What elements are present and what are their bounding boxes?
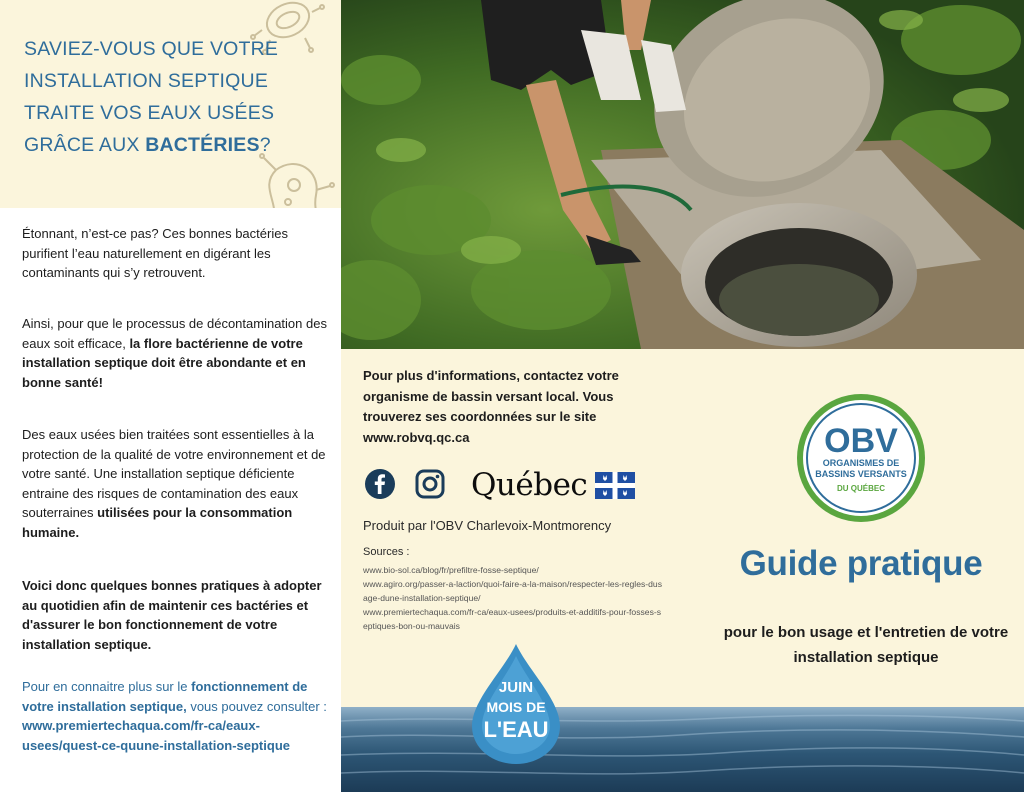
sources-title: Sources : xyxy=(363,546,410,558)
obv-logo xyxy=(795,392,927,524)
photo-illustration xyxy=(341,0,1024,349)
left-headline xyxy=(24,33,284,161)
mois-logo-line-2: MOIS DE xyxy=(486,699,546,715)
mois-logo-line-3: L'EAU xyxy=(483,717,549,742)
more-info-plain-2: vous pouvez consulter : xyxy=(186,698,327,714)
mois-de-leau-logo xyxy=(468,642,564,766)
quebec-flag-icon xyxy=(595,472,635,499)
mois-logo-line-1: JUIN xyxy=(498,679,534,696)
guide-title: Guide pratique xyxy=(739,544,983,583)
obv-logo-line-3: DU QUÉBEC xyxy=(836,484,886,493)
obv-logo-text: OBV xyxy=(824,422,898,460)
paragraph-health-plain: Des eaux usées bien traitées sont essentielles à la protection de la qualité de votre environnement et de votre santé. Une installation septique déficiente entraine des risques de contamination des eaux souterraines xyxy=(22,427,326,521)
source-link[interactable]: www.agiro.org/passer-a-laction/quoi-faire-a-la-maison/respecter-les-regles-dusage-dune-installation-septique/ xyxy=(363,579,662,604)
produced-by: Produit par l'OBV Charlevoix-Montmorency xyxy=(363,518,612,533)
paragraph-more-info xyxy=(22,677,332,755)
obv-logo-line-1: ORGANISMES DE xyxy=(822,458,900,468)
paragraph-flora-bold: la flore bactérienne de votre installation septique doit être abondante et en bonne santé! xyxy=(22,335,306,390)
headline-end: ? xyxy=(259,134,271,156)
more-info-bold-1: fonctionnement de votre installation septique, xyxy=(22,679,308,714)
source-link[interactable]: www.premiertechaqua.com/fr-ca/eaux-usees/produits-et-additifs-pour-fosses-septiques-bon-ou-mauvais xyxy=(363,607,662,632)
instagram-icon[interactable] xyxy=(415,469,445,499)
septic-tank-photo xyxy=(341,0,1024,349)
water-photo xyxy=(341,707,1024,792)
more-info-plain-1: Pour en connaitre plus sur le xyxy=(22,679,192,694)
paragraph-flora xyxy=(22,314,332,392)
paragraph-health-bold: utilisées pour la consommation humaine. xyxy=(22,505,293,540)
left-header-panel xyxy=(0,0,341,208)
headline-text: SAVIEZ-VOUS QUE VOTRE INSTALLATION SEPTIQUE TRAITE VOS EAUX USÉES GRÂCE AUX xyxy=(24,38,279,156)
obv-logo-line-2: BASSINS VERSANTS xyxy=(815,469,907,479)
contact-info: Pour plus d'informations, contactez votre organisme de bassin versant local. Vous trouverez ses coordonnées sur le site www.robvq.qc.ca xyxy=(363,368,619,445)
social-logos-row xyxy=(363,466,663,506)
headline-bold: BACTÉRIES xyxy=(145,134,260,156)
quebec-logo: Québec xyxy=(471,467,588,503)
paragraph-intro: Étonnant, n’est-ce pas? Ces bonnes bactéries purifient l’eau naturellement en digérant les contaminants qui s’y retrouvent. xyxy=(22,226,288,281)
source-link[interactable]: www.bio-sol.ca/blog/fr/prefiltre-fosse-septique/ xyxy=(363,565,539,575)
left-body-panel xyxy=(0,208,341,792)
paragraph-health xyxy=(22,425,332,543)
guide-subtitle: pour le bon usage et l'entretien de votre installation septique xyxy=(723,624,1009,666)
sources-list xyxy=(363,563,663,633)
more-info-link[interactable]: www.premiertechaqua.com/fr-ca/eaux-usees/quest-ce-quune-installation-septique xyxy=(22,718,290,753)
facebook-icon[interactable] xyxy=(365,469,395,499)
paragraph-flora-plain: Ainsi, pour que le processus de décontamination des eaux soit efficace, xyxy=(22,316,327,351)
paragraph-practices: Voici donc quelques bonnes pratiques à adopter au quotidien afin de maintenir ces bactéries et d'assurer le bon fonctionnement de votre installation septique. xyxy=(22,578,322,652)
